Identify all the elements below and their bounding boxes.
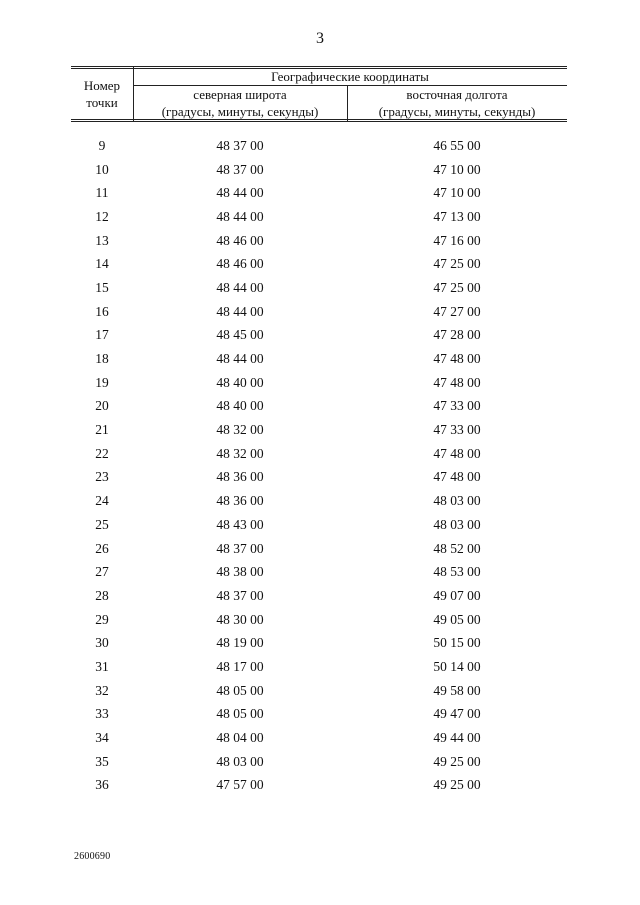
- table-row: [71, 205, 567, 229]
- latitude-cell: 48 32 00: [216, 445, 264, 461]
- latitude-header-units: (градусы, минуты, секунды): [161, 104, 319, 119]
- point-number-cell: 25: [95, 516, 109, 532]
- point-number-cell: 31: [95, 658, 109, 674]
- latitude-cell: 48 37 00: [216, 587, 264, 603]
- point-number-cell: 23: [95, 469, 109, 485]
- table-row: [71, 584, 567, 608]
- point-number-cell: 22: [95, 445, 109, 461]
- point-number-cell: 27: [95, 564, 109, 580]
- header-top-rule: [71, 66, 567, 67]
- point-number-cell: 12: [95, 208, 109, 224]
- latitude-cell: 48 37 00: [216, 161, 264, 177]
- longitude-cell: 47 13 00: [433, 208, 481, 224]
- table-row: [71, 679, 567, 703]
- latitude-cell: 48 03 00: [216, 753, 264, 769]
- table-row: [71, 608, 567, 632]
- point-number-cell: 21: [95, 422, 109, 438]
- latitude-cell: 48 32 00: [216, 422, 264, 438]
- table-row: [71, 774, 567, 798]
- table-row: [71, 513, 567, 537]
- table-header: [71, 66, 567, 120]
- coordinates-header: Географические координаты: [271, 69, 429, 84]
- table-row: [71, 229, 567, 253]
- point-number-cell: 16: [95, 303, 109, 319]
- longitude-cell: 47 33 00: [433, 398, 481, 414]
- point-number-cell: 9: [98, 137, 106, 153]
- longitude-cell: 49 07 00: [433, 587, 481, 603]
- table-row: [71, 655, 567, 679]
- table-row: [71, 726, 567, 750]
- longitude-cell: 47 25 00: [433, 279, 481, 295]
- longitude-cell: 48 03 00: [433, 516, 481, 532]
- table-row: [71, 276, 567, 300]
- point-number-cell: 24: [95, 493, 109, 509]
- longitude-cell: 46 55 00: [433, 137, 481, 153]
- latitude-cell: 48 44 00: [216, 303, 264, 319]
- point-number-cell: 36: [95, 777, 109, 793]
- longitude-cell: 47 48 00: [433, 445, 481, 461]
- longitude-cell: 50 15 00: [433, 635, 481, 651]
- longitude-cell: 49 44 00: [433, 730, 481, 746]
- longitude-header-units: (градусы, минуты, секунды): [378, 104, 536, 119]
- latitude-cell: 48 04 00: [216, 730, 264, 746]
- longitude-cell: 48 03 00: [433, 493, 481, 509]
- point-number-cell: 15: [95, 279, 109, 295]
- point-number-cell: 28: [95, 587, 109, 603]
- longitude-cell: 48 52 00: [433, 540, 481, 556]
- table-row: [71, 442, 567, 466]
- latitude-cell: 48 17 00: [216, 658, 264, 674]
- longitude-cell: 49 47 00: [433, 706, 481, 722]
- table-row: [71, 134, 567, 158]
- point-number-header-line1: Номер: [83, 78, 121, 93]
- longitude-header: [347, 86, 567, 120]
- longitude-cell: 47 48 00: [433, 469, 481, 485]
- longitude-cell: 47 25 00: [433, 256, 481, 272]
- latitude-cell: 48 46 00: [216, 232, 264, 248]
- header-bottom-rule-2: [71, 121, 567, 122]
- point-number-cell: 20: [95, 398, 109, 414]
- table-row: [71, 181, 567, 205]
- longitude-cell: 47 10 00: [433, 161, 481, 177]
- point-number-cell: 35: [95, 753, 109, 769]
- table-row: [71, 347, 567, 371]
- latitude-cell: 48 44 00: [216, 185, 264, 201]
- longitude-cell: 48 53 00: [433, 564, 481, 580]
- point-number-cell: 18: [95, 351, 109, 367]
- longitude-cell: 47 10 00: [433, 185, 481, 201]
- point-number-cell: 11: [95, 185, 109, 201]
- table-row: [71, 489, 567, 513]
- longitude-cell: 47 48 00: [433, 374, 481, 390]
- latitude-cell: 48 44 00: [216, 279, 264, 295]
- latitude-cell: 48 40 00: [216, 374, 264, 390]
- latitude-cell: 48 30 00: [216, 611, 264, 627]
- latitude-cell: 48 36 00: [216, 469, 264, 485]
- longitude-cell: 47 28 00: [433, 327, 481, 343]
- latitude-cell: 48 44 00: [216, 351, 264, 367]
- latitude-cell: 48 44 00: [216, 208, 264, 224]
- latitude-cell: 48 38 00: [216, 564, 264, 580]
- longitude-cell: 50 14 00: [433, 658, 481, 674]
- latitude-header-label: северная широта: [193, 87, 287, 102]
- table-body: [71, 134, 567, 797]
- longitude-header-label: восточная долгота: [406, 87, 508, 102]
- table-row: [71, 560, 567, 584]
- table-row: [71, 466, 567, 490]
- table-row: [71, 537, 567, 561]
- point-number-cell: 29: [95, 611, 109, 627]
- table-row: [71, 703, 567, 727]
- point-number-cell: 26: [95, 540, 109, 556]
- point-number-cell: 19: [95, 374, 109, 390]
- latitude-cell: 48 37 00: [216, 540, 264, 556]
- latitude-cell: 47 57 00: [216, 777, 264, 793]
- point-number-cell: 13: [95, 232, 109, 248]
- table-row: [71, 750, 567, 774]
- longitude-cell: 47 27 00: [433, 303, 481, 319]
- table-row: [71, 324, 567, 348]
- point-number-cell: 34: [95, 730, 109, 746]
- point-number-cell: 30: [95, 635, 109, 651]
- longitude-cell: 47 16 00: [433, 232, 481, 248]
- table-row: [71, 158, 567, 182]
- longitude-cell: 49 25 00: [433, 777, 481, 793]
- table-row: [71, 300, 567, 324]
- longitude-cell: 49 58 00: [433, 682, 481, 698]
- point-number-cell: 10: [95, 161, 109, 177]
- table-row: [71, 252, 567, 276]
- point-number-cell: 32: [95, 682, 109, 698]
- latitude-cell: 48 37 00: [216, 137, 264, 153]
- table-row: [71, 371, 567, 395]
- table-row: [71, 395, 567, 419]
- latitude-cell: 48 45 00: [216, 327, 264, 343]
- longitude-cell: 49 05 00: [433, 611, 481, 627]
- point-number-cell: 17: [95, 327, 109, 343]
- point-number-header-line2: точки: [86, 95, 118, 110]
- latitude-cell: 48 05 00: [216, 706, 264, 722]
- point-number-cell: 14: [95, 256, 109, 272]
- latitude-cell: 48 43 00: [216, 516, 264, 532]
- latitude-cell: 48 40 00: [216, 398, 264, 414]
- document-code: 2600690: [74, 851, 111, 862]
- table-row: [71, 418, 567, 442]
- longitude-cell: 47 48 00: [433, 351, 481, 367]
- longitude-cell: 47 33 00: [433, 422, 481, 438]
- table-row: [71, 631, 567, 655]
- point-number-cell: 33: [95, 706, 109, 722]
- latitude-header: [133, 86, 347, 120]
- latitude-cell: 48 05 00: [216, 682, 264, 698]
- longitude-cell: 49 25 00: [433, 753, 481, 769]
- latitude-cell: 48 19 00: [216, 635, 264, 651]
- page-number: 3: [316, 30, 324, 47]
- point-number-header: [71, 77, 133, 111]
- latitude-cell: 48 46 00: [216, 256, 264, 272]
- latitude-cell: 48 36 00: [216, 493, 264, 509]
